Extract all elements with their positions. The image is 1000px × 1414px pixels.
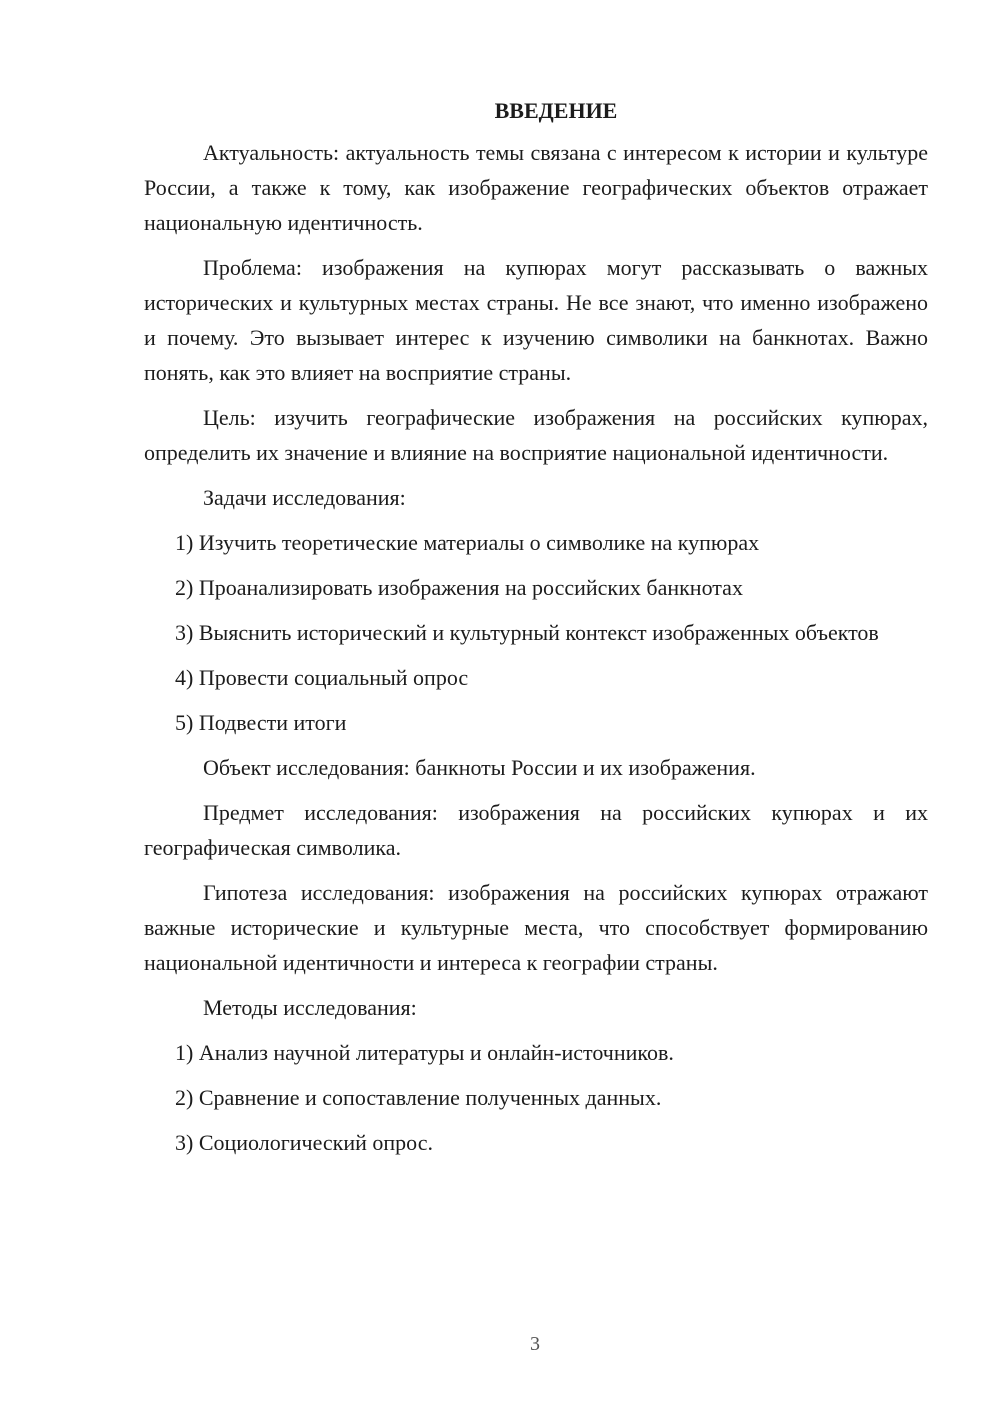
page-content bbox=[144, 96, 928, 1170]
task-item-4: 4) Провести социальный опрос bbox=[175, 665, 469, 690]
hypothesis-paragraph: Гипотеза исследования: изображения на российских купюрах отражают важные исторические и культурные места, что способствует формированию национальной идентичности и интереса к географии страны. bbox=[144, 880, 928, 975]
tasks-heading: Задачи исследования: bbox=[203, 485, 406, 510]
task-item-2: 2) Проанализировать изображения на российских банкнотах bbox=[175, 575, 743, 600]
method-item-2: 2) Сравнение и сопоставление полученных данных. bbox=[175, 1085, 662, 1110]
task-item-3: 3) Выяснить исторический и культурный контекст изображенных объектов bbox=[175, 620, 879, 645]
task-item-1: 1) Изучить теоретические материалы о символике на купюрах bbox=[175, 530, 760, 555]
section-title: ВВЕДЕНИЕ bbox=[494, 98, 618, 123]
method-item-3: 3) Социологический опрос. bbox=[175, 1130, 433, 1155]
page-number: 3 bbox=[530, 1333, 540, 1355]
relevance-paragraph: Актуальность: актуальность темы связана с интересом к истории и культуре России, а также к тому, как изображение географических объектов отражает национальную идентичность. bbox=[144, 140, 928, 235]
task-item-5: 5) Подвести итоги bbox=[175, 710, 347, 735]
goal-paragraph: Цель: изучить географические изображения на российских купюрах, определить их значение и влияние на восприятие национальной идентичности. bbox=[144, 405, 928, 465]
problem-paragraph: Проблема: изображения на купюрах могут рассказывать о важных исторических и культурных местах страны. Не все знают, что именно изображено и почему. Это вызывает интерес к изучению символики на банкнотах. Важно понять, как это влияет на восприятие страны. bbox=[144, 255, 928, 385]
object-paragraph: Объект исследования: банкноты России и их изображения. bbox=[203, 755, 756, 780]
subject-paragraph: Предмет исследования: изображения на российских купюрах и их географическая символика. bbox=[144, 800, 928, 860]
methods-heading: Методы исследования: bbox=[203, 995, 417, 1020]
method-item-1: 1) Анализ научной литературы и онлайн-источников. bbox=[175, 1040, 674, 1065]
